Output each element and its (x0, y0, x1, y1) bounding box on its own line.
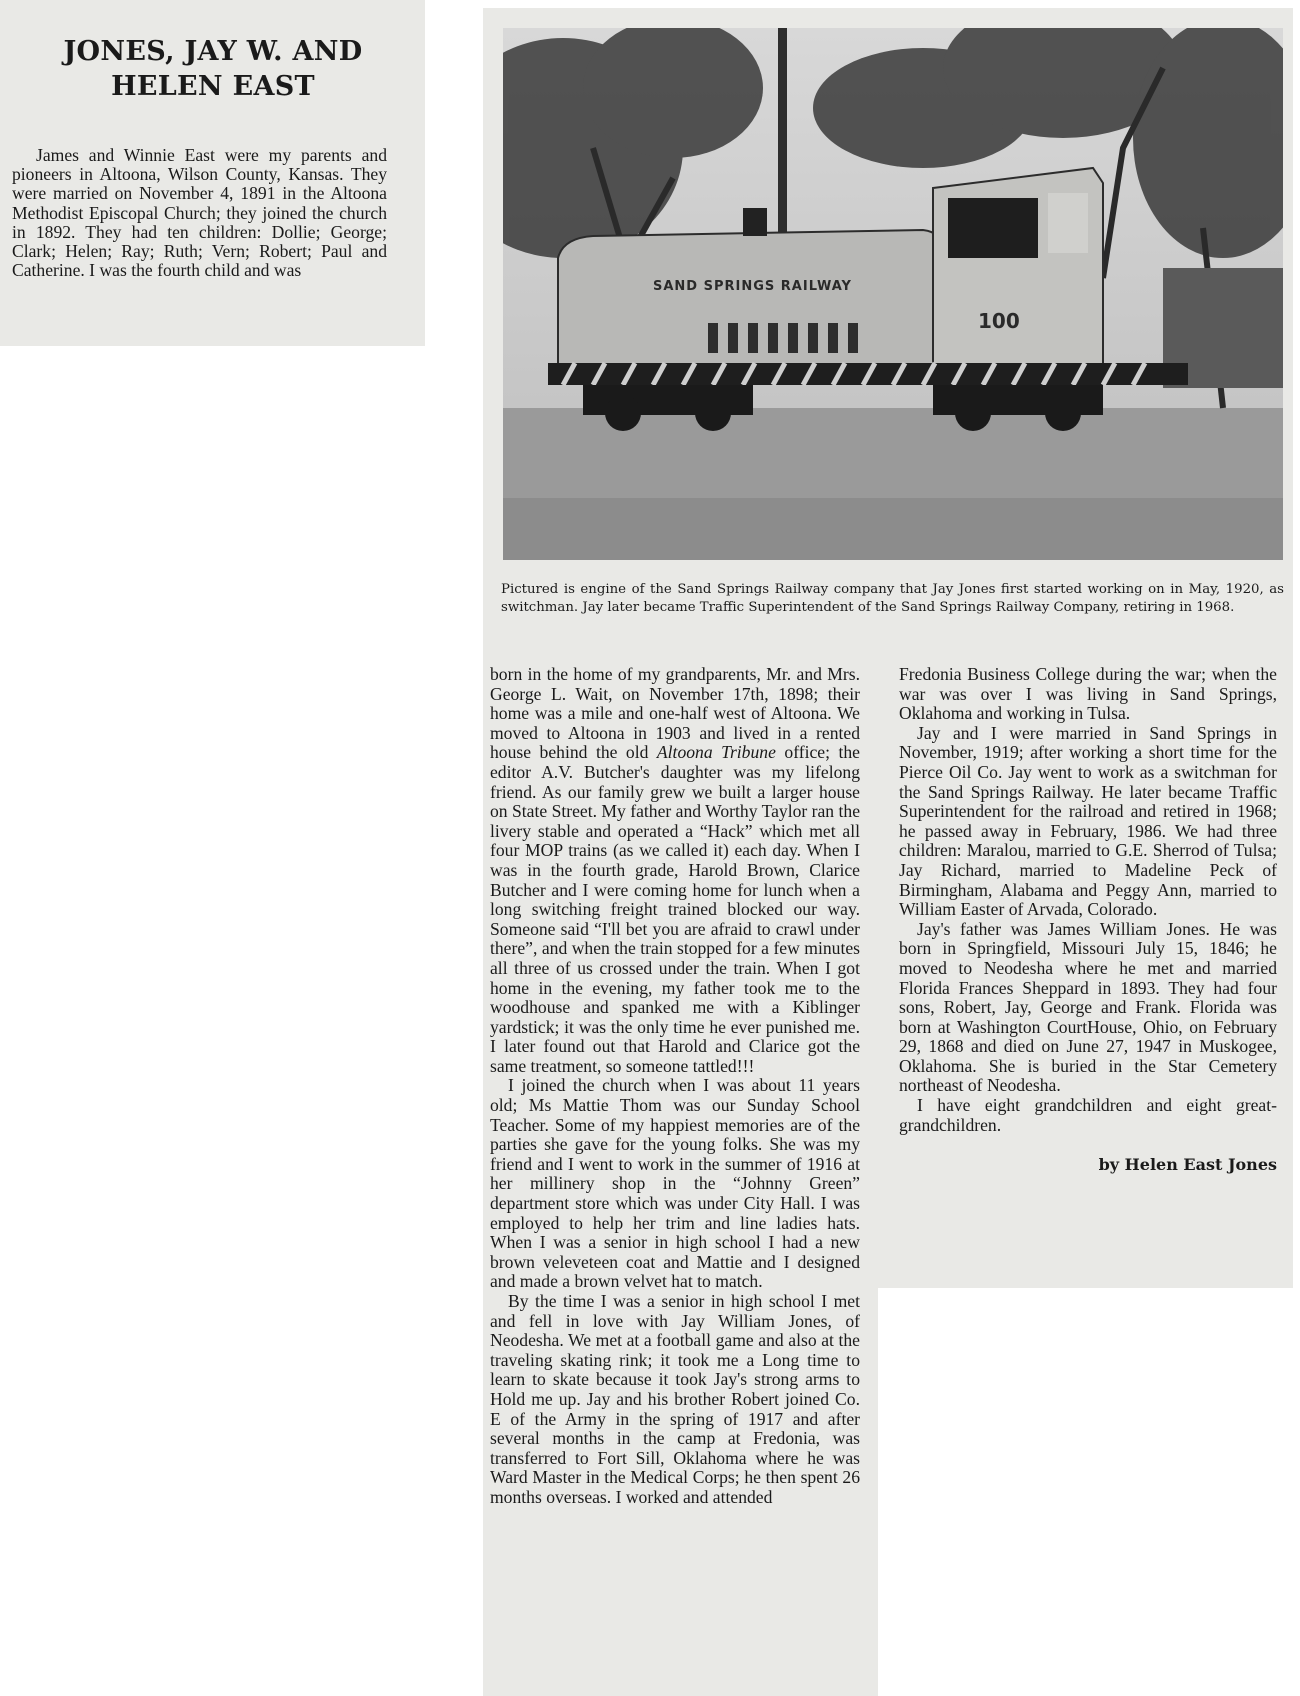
paragraph-jays-father: Jay's father was James William Jones. He was born in Springfield, Missouri July 15, 1846; he moved to Neodesha where he met and married Florida Frances Sheppard in 1893. They had four sons, Robert, Jay, George and Frank. Florida was born at Washington CourtHouse, Ohio, on February 29, 1868 and died on June 27, 1947 in Muskogee, Oklahoma. She is buried in the Star Cemetery northeast of Neodesha. (899, 918, 1277, 1096)
paragraph-grandchildren: I have eight grandchildren and eight great-grandchildren. (899, 1095, 1277, 1135)
paragraph-birth (490, 665, 860, 1076)
locomotive-photo (503, 28, 1283, 560)
left-column (490, 665, 860, 1508)
paragraph-marriage: Jay and I were married in Sand Springs in November, 1919; after working a short time for the Pierce Oil Co. Jay went to work as a switchman for the Sand Springs Railway. He later became Traffic Superintendent for the railroad and retired in 1968; he passed away in February, 1986. We had three children: Maralou, married to G.E. Sherrod of Tulsa; Jay Richard, married to Madeline Peck of Birmingham, Alabama and Peggy Ann, married to William Easter of Arvada, Colorado. (899, 722, 1277, 920)
text-span: office; the editor A.V. Butcher's daughter was my lifelong friend. As our family grew we built a larger house on State Street. My father and Worthy Taylor ran the livery stable and operated a “Hack” which met all four MOP trains (as we called it) each day. When I was in the fourth grade, Harold Brown, Clarice Butcher and I were coming home for lunch when a long switching freight trained blocked our way. Someone said “I'll bet you are afraid to crawl under there”, and when the train stopped for a few minutes all three of us crossed under the train. When I got home in the evening, my father took me to the woodhouse and spanked me with a Kiblinger yardstick; it was the only time he ever punished me. I later found out that Harold and Clarice got the same treatment, so someone tattled!!! (490, 742, 860, 1076)
locomotive-number: 100 (978, 309, 1020, 333)
title-line-2: HELEN EAST (111, 71, 315, 102)
title-line-1: JONES, JAY W. AND (63, 36, 363, 67)
photo-caption: Pictured is engine of the Sand Springs Railway company that Jay Jones first started working on in May, 1920, as switchman. Jay later became Traffic Superintendent of the Sand Springs Railway Company, retiring in 1968. (501, 582, 1284, 615)
article-title (18, 34, 408, 104)
byline: by Helen East Jones (1098, 1155, 1277, 1175)
locomotive-lettering: SAND SPRINGS RAILWAY (653, 279, 852, 294)
right-column (899, 665, 1277, 1175)
paragraph-college: Fredonia Business College during the war; when the war was over I was living in Sand Springs, Oklahoma and working in Tulsa. (899, 664, 1277, 724)
text-span: born in the home of my grandparents, Mr. and Mrs. George L. Wait, on November 17th, 1898; their home was a mile and one-half west of Altoona. We moved to Altoona in 1903 and lived in a rented house behind the old (490, 664, 860, 763)
paragraph-church: I joined the church when I was about 11 years old; Ms Mattie Thom was our Sunday School Teacher. Some of my happiest memories are of the parties she gave for the young folks. She was my friend and I went to work in the summer of 1916 at her millinery shop in the “Johnny Green” department store which was under City Hall. I was employed to help her trim and line ladies hats. When I was a senior in high school I had a new brown veleveteen coat and Mattie and I designed and made a brown velvet hat to match. (490, 1075, 860, 1292)
paragraph-meeting-jay: By the time I was a senior in high school I met and fell in love with Jay William Jones, of Neodesha. We met at a football game and also at the traveling skating rink; it took me a Long time to learn to skate because it took Jay's strong arms to Hold me up. Jay and his brother Robert joined Co. E of the Army in the spring of 1917 and after several months in the camp at Fredonia, was transferred to Fort Sill, Oklahoma where he was Ward Master in the Medical Corps; he then spent 26 months overseas. I worked and attended (490, 1291, 860, 1507)
newspaper-title: Altoona Tribune (656, 742, 776, 763)
intro-paragraph: James and Winnie East were my parents and pioneers in Altoona, Wilson County, Kansas. They were married on November 4, 1891 in the Altoona Methodist Episcopal Church; they joined the church in 1892. They had ten children: Dollie; George; Clark; Helen; Ray; Ruth; Vern; Robert; Paul and Catherine. I was the fourth child and was (12, 145, 387, 281)
